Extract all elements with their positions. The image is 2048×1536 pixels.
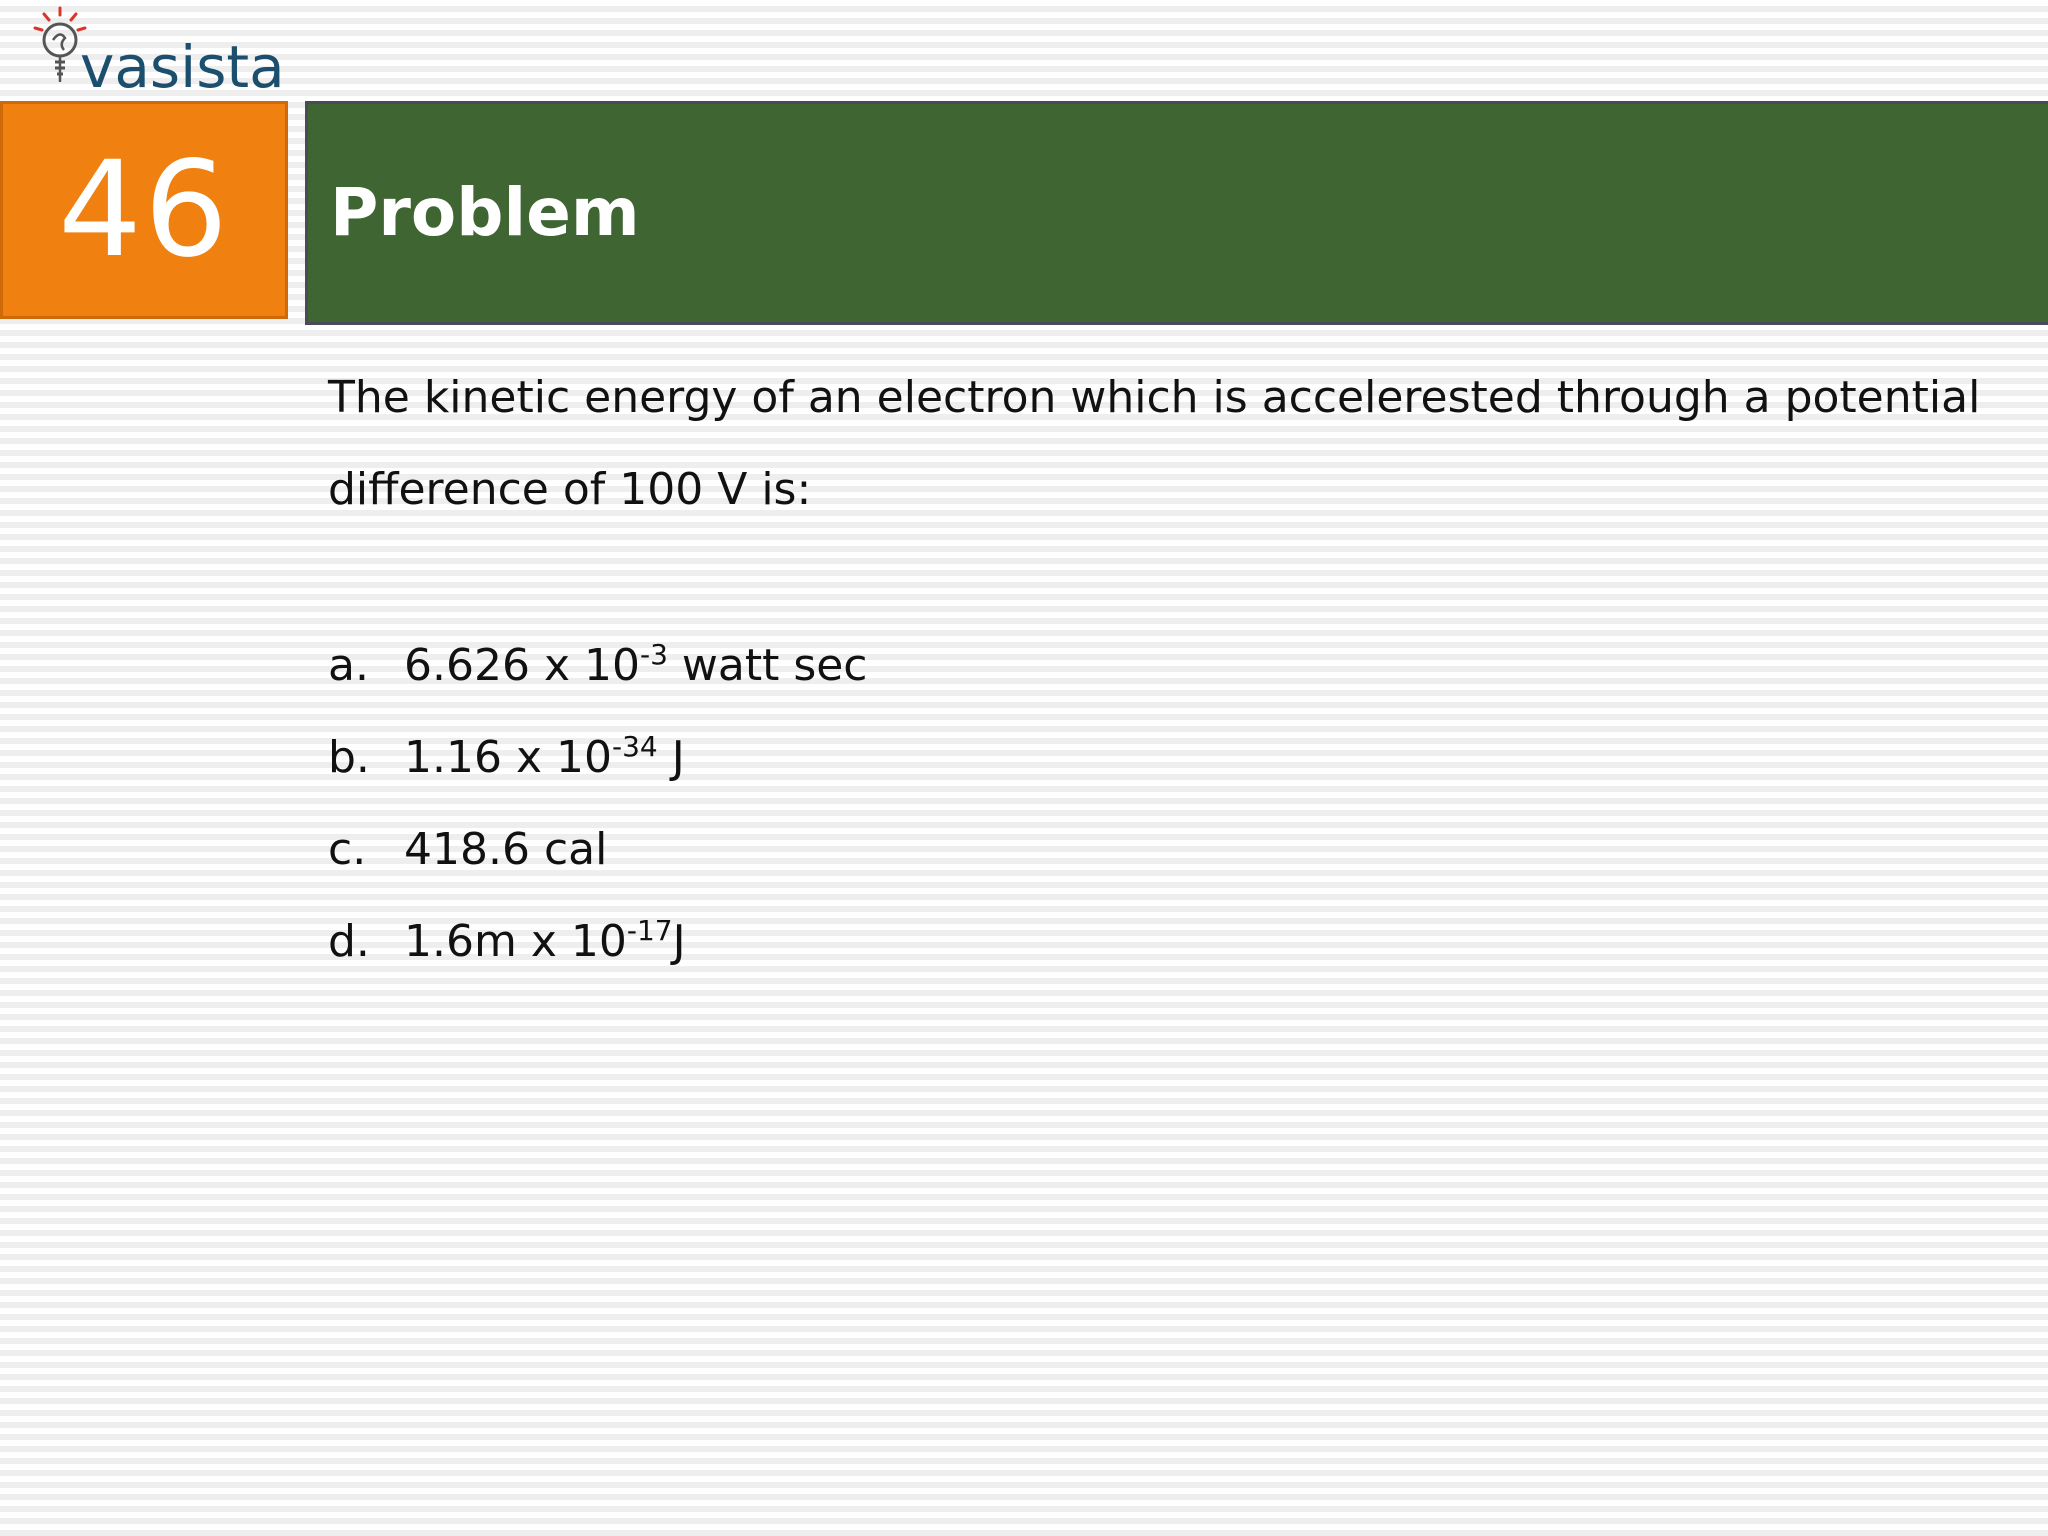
option-value: [404, 640, 868, 691]
option-letter: c.: [328, 824, 367, 875]
option-base: 6.626 x 10: [404, 640, 640, 691]
option-c: [328, 804, 868, 896]
slide-title: Problem: [330, 174, 640, 251]
question-text: The kinetic energy of an electron which is accelerested through a potential difference of 100 V is:: [328, 372, 1981, 515]
option-exponent: -17: [626, 914, 673, 947]
option-d: [328, 896, 868, 988]
option-letter: b.: [328, 732, 370, 783]
option-value: [404, 824, 607, 875]
vasista-logo: [22, 2, 292, 98]
vasista-logo-graphic: [22, 2, 292, 98]
answer-options: [328, 620, 868, 988]
option-base: 1.16 x 10: [404, 732, 612, 783]
option-letter: a.: [328, 640, 369, 691]
option-suffix: watt sec: [667, 640, 868, 691]
option-exponent: -34: [611, 730, 658, 763]
lightbulb-icon: [35, 8, 85, 82]
slide-number-box: [0, 101, 288, 319]
option-value: [404, 732, 685, 783]
brand-name: vasista: [80, 33, 285, 98]
option-b: [328, 712, 868, 804]
slide-number: 46: [58, 133, 230, 287]
option-suffix: J: [672, 916, 686, 967]
option-base: 1.6m x 10: [404, 916, 627, 967]
title-bar: [305, 101, 2048, 325]
option-value: [404, 916, 686, 967]
option-exponent: -3: [639, 638, 668, 671]
option-a: [328, 620, 868, 712]
option-base: 418.6 cal: [404, 824, 608, 875]
option-suffix: J: [657, 732, 685, 783]
option-letter: d.: [328, 916, 370, 967]
